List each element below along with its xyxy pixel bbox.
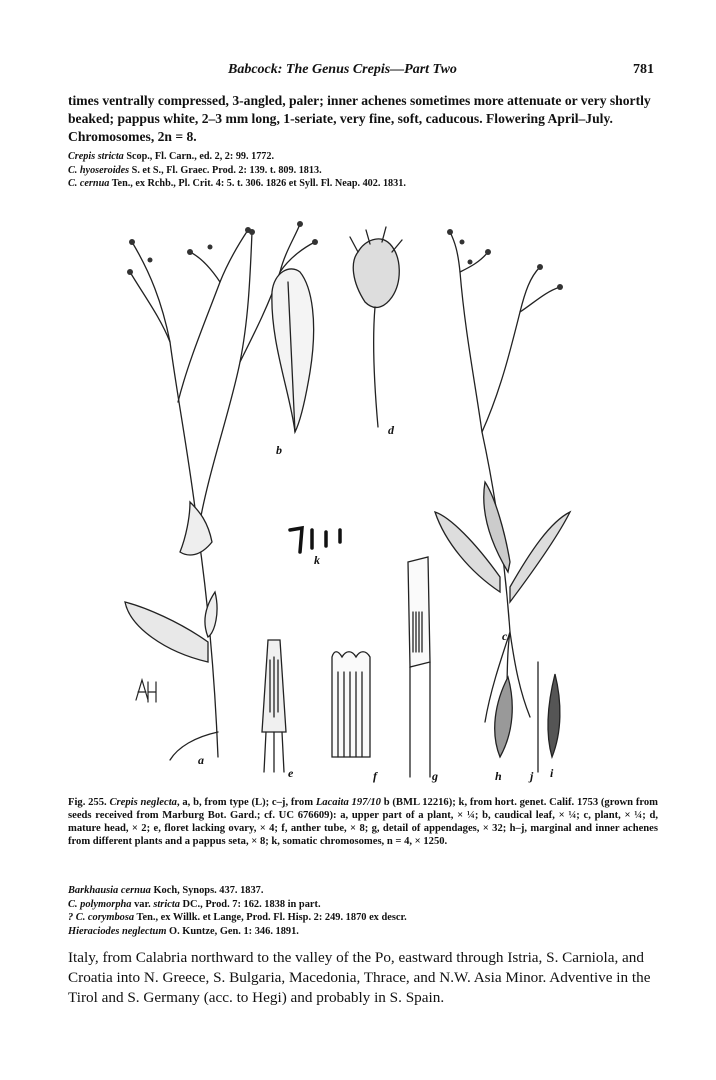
synonym-name: Barkhausia cernua [68, 885, 151, 896]
reference-entry [68, 150, 668, 164]
reference-name: C. hyoseroides [68, 164, 130, 176]
plant-c-drawing [435, 232, 570, 732]
label-j: j [530, 769, 534, 783]
synonym-name: Hieraciodes neglectum [68, 925, 167, 937]
distribution-paragraph: Italy, from Calabria northward to the valley of the Po, eastward through Istria, S. Carniola, and Croatia into N. Greece, S. Bulgaria, Macedonia, Thrace, and N.W. Asia Minor. Adventive in the Tirol and S. Germany (acc. to Hegi) and probably in S. Spain. [68, 949, 651, 1006]
label-d: d [388, 423, 394, 437]
synonym-citation: var. [131, 898, 154, 910]
synonym-entry [68, 884, 668, 898]
head-d-drawing [350, 227, 402, 427]
running-title: Babcock: The Genus Crepis—Part Two [228, 62, 457, 77]
label-g: g [432, 769, 438, 783]
intro-paragraph: times ventrally compressed, 3-angled, paler; inner achenes sometimes more attenuate or very shortly beaked; pappus white, 2–3 mm long, 1-seriate, very fine, soft, caducous. Flowering April–July. Chromosomes, 2n = 8. [68, 93, 651, 144]
caption-species: Crepis neglecta [109, 797, 177, 808]
reference-name: Crepis stricta [68, 151, 124, 162]
leaf-b-drawing [272, 269, 314, 432]
reference-list [68, 150, 668, 191]
synonym-citation-2: DC., Prod. 7: 162. 1838 in part. [179, 898, 321, 910]
caption-text-2: b (BML 12216); k, from hort. genet. Calif. 1753 (grown from seeds received from Marburg Bot. Gard.; cf. UC 676609): a, upper part of a plant, × ¼; b, caudical leaf, × ¼; c, plant, × ¼; d, mature head, × 2; e, floret lacking ovary, × 4; f, anther tube, × 8; g, detail of appendages, × 32; h–j, marginal and inner achenes from different plants and a pappus seta, × 8; k, somatic chromosomes, n = 4, × 1250. [68, 797, 658, 847]
synonym-name: C. polymorpha [68, 898, 132, 910]
synonym-entry [68, 925, 668, 939]
label-f: f [373, 769, 377, 783]
synonym-name: ? C. corymbosa [68, 912, 135, 923]
label-b: b [276, 443, 282, 457]
caption-text-1: , a, b, from type (L); c–j, from [176, 797, 316, 808]
label-c: c [502, 629, 508, 643]
figure-caption [68, 796, 658, 848]
achenes-drawing [495, 662, 560, 772]
reference-citation: S. et S., Fl. Graec. Prod. 2: 139. t. 809. 1813. [129, 164, 322, 176]
synonym-citation: O. Kuntze, Gen. 1: 346. 1891. [166, 925, 299, 937]
monogram-drawing [136, 680, 156, 702]
label-a: a [198, 753, 204, 767]
label-k: k [314, 553, 320, 567]
reference-entry [68, 177, 668, 191]
synonym-citation: Ten., ex Willk. et Lange, Prod. Fl. Hisp. 2: 249. 1870 ex descr. [134, 912, 407, 923]
anther-tube-f-drawing [332, 652, 370, 757]
botanical-figure [90, 212, 660, 792]
reference-name: C. cernua [68, 178, 110, 189]
reference-citation: Scop., Fl. Carn., ed. 2, 2: 99. 1772. [123, 151, 275, 162]
synonym-list [68, 884, 668, 938]
floret-e-drawing [262, 640, 286, 772]
caption-fig-number: Fig. 255. [68, 797, 110, 808]
reference-citation: Ten., ex Rchb., Pl. Crit. 4: 5. t. 306. 1826 et Syll. Fl. Neap. 402. 1831. [109, 178, 406, 189]
synonym-entry [68, 911, 668, 925]
running-header [0, 62, 716, 82]
label-i: i [550, 766, 554, 780]
reference-entry [68, 164, 668, 178]
label-e: e [288, 766, 294, 780]
synonym-name-variety: stricta [153, 898, 180, 910]
figure-illustration [90, 212, 660, 792]
appendage-g-drawing [408, 557, 430, 777]
page-number: 781 [633, 62, 654, 77]
synonym-entry [68, 898, 668, 912]
label-h: h [495, 769, 502, 783]
synonym-citation: Koch, Synops. 437. 1837. [150, 885, 264, 896]
caption-collector: Lacaita 197/10 [315, 797, 381, 808]
chromosomes-k-drawing [290, 528, 340, 552]
